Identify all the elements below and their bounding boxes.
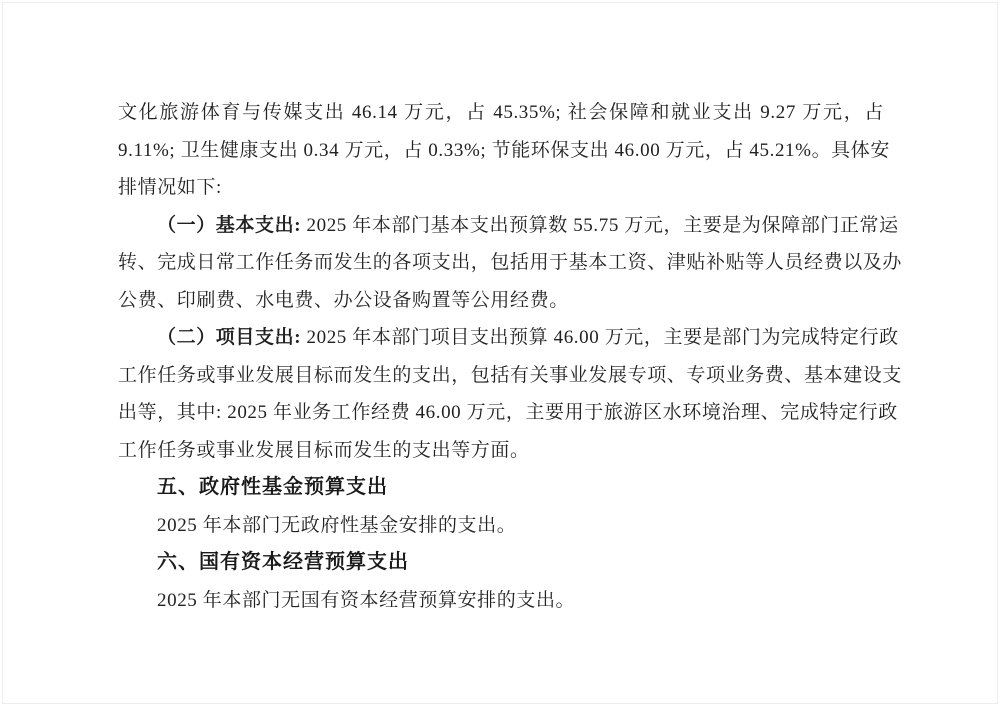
- section-5-heading: 五、政府性基金预算支出: [157, 476, 388, 498]
- paragraph-2-label: （一）基本支出:: [157, 214, 302, 236]
- paragraph-3-text: 2025 年本部门项目支出预算 46.00 万元，主要是部门为完成特定行政: [301, 327, 899, 348]
- paragraph-1-line-3: 排情况如下:: [118, 177, 222, 198]
- paragraph-2-text: 2025 年本部门基本支出预算数 55.75 万元，主要是为保障部门正常运: [301, 214, 899, 236]
- paragraph-3-line-3: 出等，其中: 2025 年业务工作经费 46.00 万元，主要用于旅游区水环境治理、完成特定行政: [118, 402, 898, 423]
- paragraph-1-line-2: 9.11%; 卫生健康支出 0.34 万元，占 0.33%; 节能环保支出 46.00 万元，占 45.21%。具体安: [118, 139, 890, 161]
- paragraph-3-line-1: [118, 319, 899, 357]
- paragraph-1-line-1: 文化旅游体育与传媒支出 46.14 万元，占 45.35%; 社会保障和就业支出 9.27 万元，占: [118, 102, 884, 123]
- document-content: [118, 94, 903, 619]
- section-5-body: 2025 年本部门无政府性基金安排的支出。: [157, 514, 517, 536]
- paragraph-2-line-1: [118, 207, 899, 245]
- paragraph-3-line-4: 工作任务或事业发展目标而发生的支出等方面。: [118, 439, 530, 461]
- paragraph-3-label: （二）项目支出:: [157, 327, 302, 348]
- section-6-body: 2025 年本部门无国有资本经营预算安排的支出。: [157, 589, 576, 611]
- paragraph-3-line-2: 工作任务或事业发展目标而发生的支出，包括有关事业发展专项、专项业务费、基本建设支: [118, 364, 903, 386]
- paragraph-2-line-2: 转、完成日常工作任务而发生的各项支出，包括用于基本工资、津贴补贴等人员经费以及办: [118, 252, 903, 273]
- section-6-heading: 六、国有资本经营预算支出: [157, 551, 409, 573]
- paragraph-2-line-3: 公费、印刷费、水电费、办公设备购置等公用经费。: [118, 289, 569, 311]
